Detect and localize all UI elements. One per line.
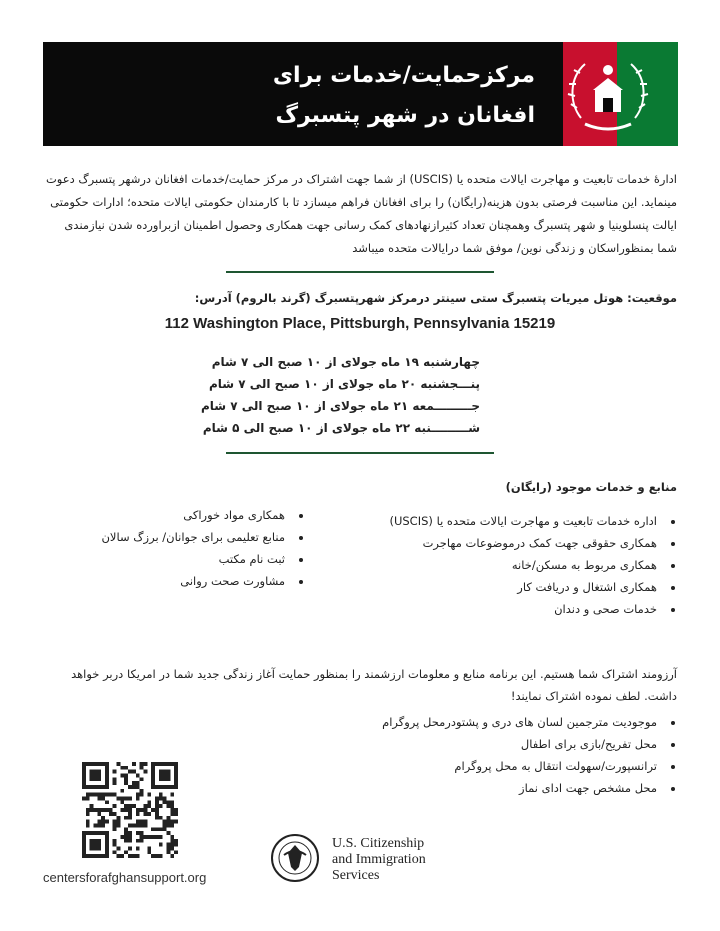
schedule-item: پنـــجشنبه ۲۰ ماه جولای از ۱۰ صبح الی ۷ شام xyxy=(208,377,480,391)
list-item: • اداره خدمات تابعیت و مهاجرت ایالات متحده یا (USCIS) xyxy=(331,510,661,532)
title-line-1: مرکزحمایت/خدمات برای xyxy=(272,63,535,88)
list-item: • موجودیت مترجمین لسان های دری و پشتودرمحل پروگرام xyxy=(221,711,661,733)
schedule-item: چهارشنبه ۱۹ ماه جولای از ۱۰ صبح الی ۷ شام xyxy=(211,355,480,369)
location-label: موقعیت: هوتل میریات پتسبرگ ستی سینتر درمرکز شهرپتسبرگ (گرند بالروم) آدرس: xyxy=(194,291,677,305)
list-item: • ترانسپورت/سهولت انتقال به محل پروگرام xyxy=(221,755,661,777)
agency-line: U.S. Citizenship xyxy=(332,836,425,851)
agency-line: Services xyxy=(332,868,380,883)
schedule-item: جـــــــــمعه ۲۱ ماه جولای از ۱۰ صبح الی ۷ شام xyxy=(200,399,480,413)
list-item: • محل مشخص جهت ادای نماز xyxy=(221,777,661,799)
page-title xyxy=(175,56,535,136)
list-item: • مشاورت صحت روانی xyxy=(0,570,289,592)
schedule-list xyxy=(201,351,480,439)
list-item: • خدمات صحی و دندان xyxy=(331,598,661,620)
dhs-seal-icon xyxy=(270,833,320,883)
resources-list-left xyxy=(0,504,305,592)
resources-heading: منابع و خدمات موجود (رایگان) xyxy=(505,480,677,494)
list-item: • همکاری اشتغال و دریافت کار xyxy=(331,576,661,598)
address: 112 Washington Place, Pittsburgh, Pennsylvania 15219 xyxy=(164,315,556,332)
title-line-2: افغانان در شهر پتسبرگ xyxy=(275,103,535,128)
divider-bottom xyxy=(226,452,494,454)
agency-name xyxy=(332,836,426,884)
list-item: • همکاری مربوط به مسکن/خانه xyxy=(331,554,661,576)
qr-code-icon[interactable] xyxy=(82,762,178,858)
closing-paragraph: آرزومند اشتراک شما هستیم. این برنامه منابع و معلومات ارزشمند را بمنظور حمایت آغاز زندگی جدید شما در امریکا دربر خواهد داشت. لطف نموده اشتراک نمایند! xyxy=(71,667,677,703)
list-item: • همکاری حقوقی جهت کمک درموضوعات مهاجرت xyxy=(331,532,661,554)
divider-top xyxy=(226,271,494,273)
list-item: • منابع تعلیمی برای جوانان/ برزگ سالان xyxy=(0,526,289,548)
list-item: • همکاری مواد خوراکی xyxy=(0,504,289,526)
resources-list-right xyxy=(331,510,677,620)
website-link[interactable]: centersforafghansupport.org xyxy=(43,870,207,885)
afghan-emblem-icon xyxy=(563,48,653,140)
amenities-list xyxy=(221,711,677,799)
header-banner xyxy=(43,42,678,146)
agency-line: and Immigration xyxy=(332,852,426,867)
list-item: • محل تفریح/بازی برای اطفال xyxy=(221,733,661,755)
list-item: • ثبت نام مکتب xyxy=(0,548,289,570)
intro-paragraph: ادارۀ خدمات تابعیت و مهاجرت ایالات متحده یا (USCIS) از شما جهت اشتراک در مرکز حمایت/خدمات افغانان درشهر پتسبرگ دعوت مینماید. این مناسبت فرصتی بدون هزینه(رایگان) را برای افغانان فراهم میسازد تا با کارمندان حکومتی ایالات متحده؛ ادارات حکومتی ایالت پنسلوینیا و شهر پتسبرگ وهمچنان تعداد کثیرازنهادهای کمک رسانی جهت همکاری وحصول اطمینان ازبراورده شدن نیازمندی شما بمنظوراسکان و زندگی نوین/ موفق شما درایالات متحده میباشد xyxy=(45,172,677,255)
schedule-item: شـــــــــنبه ۲۲ ماه جولای از ۱۰ صبح الی ۵ شام xyxy=(202,421,480,435)
